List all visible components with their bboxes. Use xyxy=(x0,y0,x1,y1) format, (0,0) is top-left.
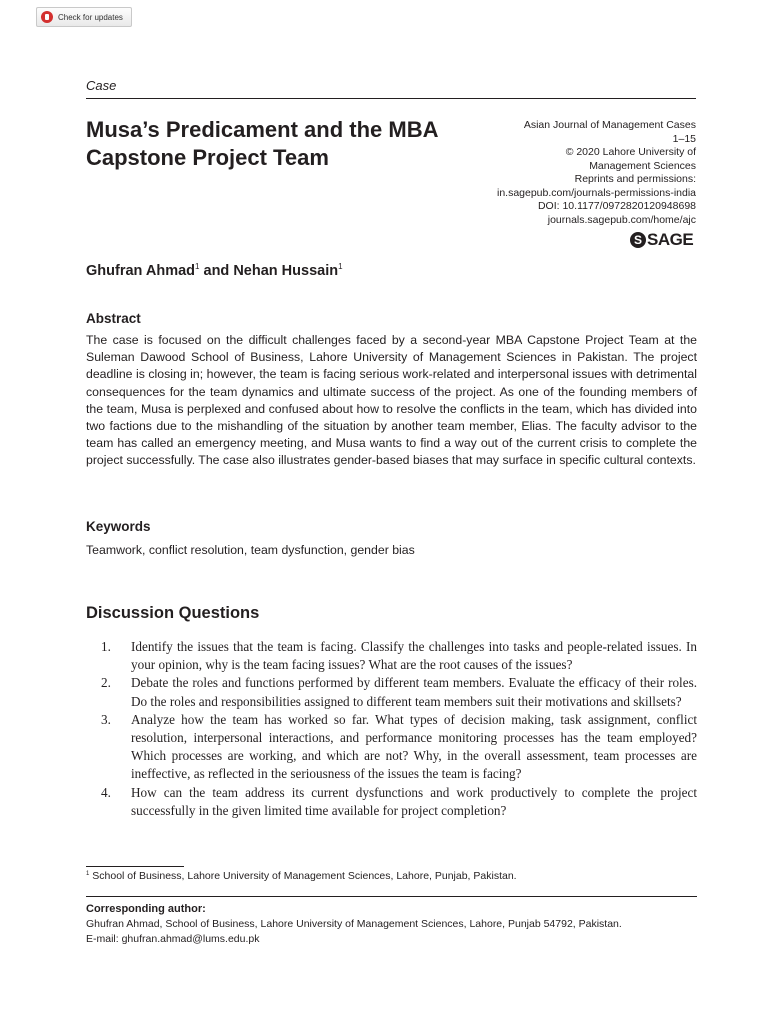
sage-wordmark: SAGE xyxy=(647,230,694,249)
list-item xyxy=(86,638,697,674)
question-text: How can the team address its current dysfunctions and work productively to complete the project successfully in the given limited time available for project completion? xyxy=(131,784,697,818)
list-item xyxy=(86,674,697,710)
bookmark-icon xyxy=(41,11,53,23)
reprints-label: Reprints and permissions: xyxy=(574,173,696,185)
author-affiliation-sup: 1 xyxy=(195,262,200,271)
permissions-link[interactable]: in.sagepub.com/journals-permissions-india xyxy=(496,186,696,199)
journal-home-link[interactable]: journals.sagepub.com/home/ajc xyxy=(547,213,696,226)
journal-info xyxy=(440,119,696,227)
keywords-text: Teamwork, conflict resolution, team dysfunction, gender bias xyxy=(86,543,415,557)
copyright-line-1: © 2020 Lahore University of xyxy=(565,146,696,158)
abstract-text: The case is focused on the difficult challenges faced by a second-year MBA Capstone Project Team at the Suleman Dawood School of Business, Lahore University of Management Sciences in Pakistan. The project deadline is closing in; however, the team is facing serious work-related and interpersonal issues with detrimental consequences for the team dynamics and ultimate success of the project. As one of the founding members of the team, Musa is perplexed and confused about how to resolve the conflicts in the team, which has divided into two factions due to the mishandling of the situation by another team member, Elias. The faculty advisor to the team has called an emergency meeting, and Musa wants to find a way out of the current crisis to complete the project successfully. The case also illustrates gender-based biases that may surface in specific cultural contexts. xyxy=(86,333,697,468)
journal-name: Asian Journal of Management Cases xyxy=(523,119,696,131)
footnote-marker: 1 xyxy=(86,871,90,877)
check-for-updates-button[interactable] xyxy=(36,7,132,27)
sage-logo-icon xyxy=(630,230,693,250)
check-for-updates-label: Check for updates xyxy=(58,12,123,22)
question-number: 1. xyxy=(101,639,111,654)
question-text: Debate the roles and functions performed by different team members. Evaluate the efficacy of their roles. Do the roles and responsibilities assigned to different team members suit their motivations and skillsets? xyxy=(131,675,697,709)
question-number: 3. xyxy=(101,711,111,727)
discussion-questions-list xyxy=(86,638,697,820)
footnote-divider xyxy=(86,866,184,867)
keywords-heading: Keywords xyxy=(86,519,151,534)
question-text: Analyze how the team has worked so far. What types of decision making, task assignment, conflict resolution, interpersonal interactions, and performance monitoring processes has the team employed? Which processes are working, and which are not? Why, in the overall assessment, team processes are ineffective, as reflected in the seriousness of the issues the team is facing? xyxy=(131,711,697,782)
discussion-questions-heading: Discussion Questions xyxy=(86,604,260,622)
article-title: Musa’s Predicament and the MBA Capstone Project Team xyxy=(86,117,438,170)
author-name: Nehan Hussain xyxy=(233,263,339,279)
corresponding-divider xyxy=(86,896,697,897)
doi-link[interactable]: DOI: 10.1177/0972820120948698 xyxy=(537,200,696,212)
corresponding-author-email[interactable]: E-mail: ghufran.ahmad@lums.edu.pk xyxy=(86,933,260,945)
copyright-line-2: Management Sciences xyxy=(589,159,696,172)
footnote-text: School of Business, Lahore University of Management Sciences, Lahore, Punjab, Pakistan. xyxy=(89,870,517,882)
section-label: Case xyxy=(86,78,117,93)
author-conjunction: and xyxy=(199,263,234,279)
question-number: 2. xyxy=(101,675,111,691)
author-affiliation-sup: 1 xyxy=(338,262,343,271)
author-line xyxy=(86,262,343,279)
question-text: Identify the issues that the team is facing. Classify the challenges into tasks and people-related issues. In your opinion, why is the team facing issues? What are the root causes of the issues? xyxy=(131,639,697,673)
list-item xyxy=(86,711,697,784)
sage-mark: S xyxy=(630,232,646,248)
corresponding-author-heading: Corresponding author: xyxy=(86,903,206,915)
corresponding-author-address: Ghufran Ahmad, School of Business, Lahore University of Management Sciences, Lahore, Punjab 54792, Pakistan. xyxy=(86,918,622,930)
abstract-heading: Abstract xyxy=(86,311,141,326)
header-divider xyxy=(86,98,696,99)
author-name: Ghufran Ahmad xyxy=(86,263,196,279)
question-number: 4. xyxy=(101,784,111,800)
affiliation-footnote xyxy=(86,870,517,882)
page-range: 1–15 xyxy=(672,132,696,145)
list-item xyxy=(86,784,697,820)
